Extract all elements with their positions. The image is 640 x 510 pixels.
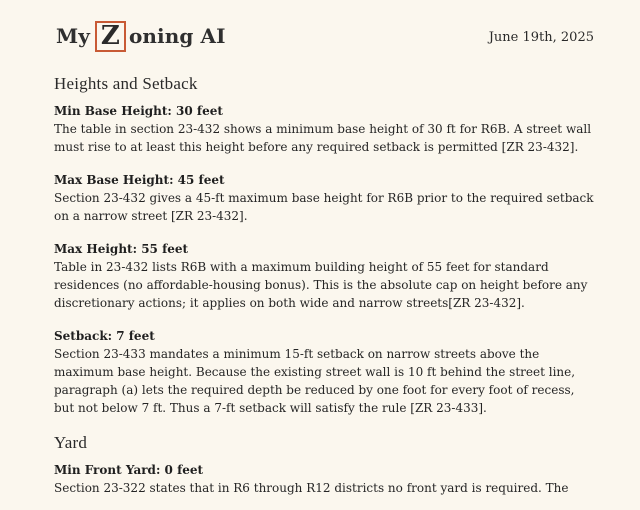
item-title: Min Front Yard: 0 feet xyxy=(54,463,204,477)
item-max-base-height xyxy=(54,172,594,225)
item-title: Max Base Height: 45 feet xyxy=(54,173,225,187)
item-title: Min Base Height: 30 feet xyxy=(54,104,223,118)
item-min-front-yard xyxy=(54,462,594,497)
header xyxy=(54,0,594,72)
logo-suffix: oning AI xyxy=(128,24,226,48)
item-title: Setback: 7 feet xyxy=(54,329,155,343)
item-setback xyxy=(54,328,594,417)
item-body: Section 23-433 mandates a minimum 15-ft setback on narrow streets above the maximum base height. Because the existing street wall is 10 ft behind the street line, paragraph (a) lets the required depth be reduced by one foot for every foot of recess, but not below 7 ft. Thus a 7-ft setback will satisfy the rule [ZR 23-433]. xyxy=(54,347,576,415)
section-title: Heights and Setback xyxy=(54,74,198,93)
item-body: Table in 23-432 lists R6B with a maximum building height of 55 feet for standard residences (no affordable-housing bonus). This is the absolute cap on height before any discretionary actions; it applies on both wide and narrow streets[ZR 23-432]. xyxy=(54,260,588,310)
logo-z-box: Z xyxy=(95,21,126,52)
item-body: Section 23-322 states that in R6 through R12 districts no front yard is required. The xyxy=(54,481,569,495)
item-body: The table in section 23-432 shows a minimum base height of 30 ft for R6B. A street wall must rise to at least this height before any required setback is permitted [ZR 23-432]. xyxy=(54,122,592,154)
section-heights-and-setback xyxy=(54,74,594,417)
logo-prefix: My xyxy=(56,24,90,48)
section-yard xyxy=(54,433,594,497)
item-max-height xyxy=(54,241,594,312)
section-title: Yard xyxy=(54,433,88,452)
item-min-base-height xyxy=(54,103,594,156)
logo[interactable] xyxy=(54,21,226,52)
item-title: Max Height: 55 feet xyxy=(54,242,189,256)
report-date: June 19th, 2025 xyxy=(488,29,594,45)
item-body: Section 23-432 gives a 45-ft maximum base height for R6B prior to the required setback on a narrow street [ZR 23-432]. xyxy=(54,191,594,223)
